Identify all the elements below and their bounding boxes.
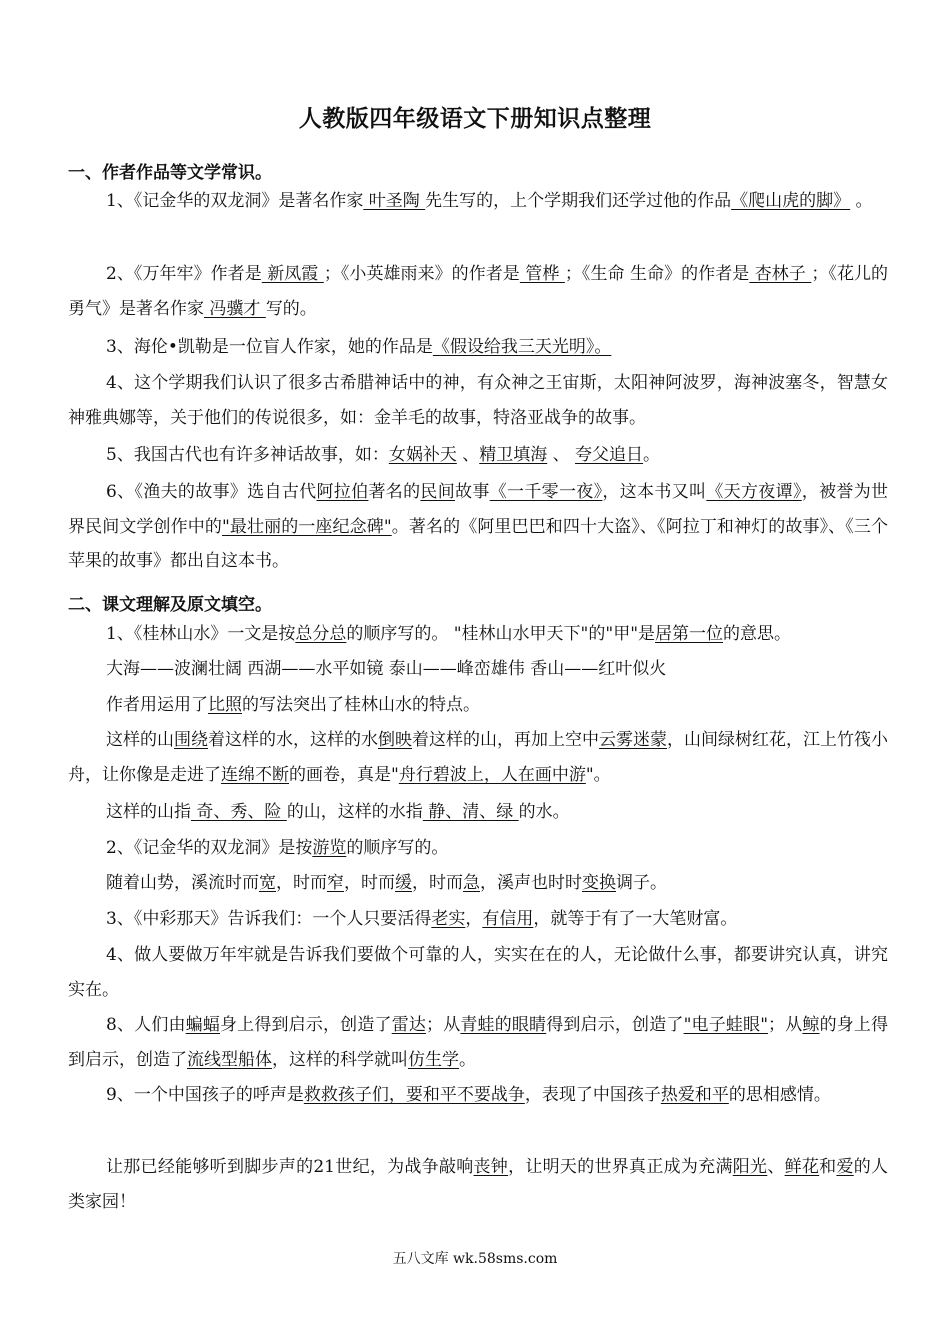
text-run: 着这样的水，这样的水 [208, 730, 378, 750]
answer-underlined: 叶圣陶 [363, 191, 426, 211]
section-heading-2: 二、课文理解及原文填空。 [68, 595, 272, 615]
text-run: ，时而 [276, 873, 327, 893]
paragraph [68, 688, 888, 723]
answer-underlined: 静、清、绿 [422, 802, 519, 822]
paragraph [68, 1150, 888, 1219]
text-run: 1、《记金华的双龙洞》是著名作家 [106, 191, 364, 211]
text-run: 这样的山指 [106, 802, 191, 822]
answer-underlined: 爱 [836, 1157, 854, 1177]
text-run: 和 [819, 1157, 837, 1177]
text-run: 这样的山 [106, 730, 174, 750]
answer-underlined: 缓 [395, 873, 412, 893]
paragraph [68, 938, 888, 1007]
paragraph [68, 652, 888, 687]
answer-underlined: 阳光 [732, 1157, 768, 1177]
answer-underlined: 《一千零一夜》 [489, 482, 603, 502]
answer-underlined: 阿拉伯 [316, 482, 369, 502]
answer-underlined: 《假设给我三天光明》。 [432, 337, 612, 357]
answer-underlined: 连绵不断 [221, 764, 289, 785]
text-run: ，被誉为世界民间文学创作中的 [68, 482, 889, 537]
text-run: 身上得到启示，创造了 [220, 1015, 392, 1035]
answer-underlined: 管桦 [519, 264, 565, 284]
text-run: 的顺序写的。 "桂林山水甲天下"的"甲"是 [346, 624, 656, 644]
answer-underlined: 《爬山虎的脚》 [731, 191, 851, 211]
text-run: 、 [456, 445, 480, 465]
text-run: 著名的 [368, 482, 421, 502]
text-run: 让那已经能够听到脚步声的21世纪，为战争敲响 [106, 1157, 474, 1177]
text-run: ，时而 [344, 873, 395, 893]
text-run: ；《小英雄雨来》的作者是 [323, 264, 520, 284]
text-run: 、 [547, 445, 576, 465]
text-run: 的思相感情。 [728, 1085, 831, 1105]
text-run: 3、海伦•凯勒是一位盲人作家，她的作品是 [106, 337, 433, 357]
paragraph [68, 831, 888, 866]
text-run: ， [465, 909, 483, 929]
text-run: ；从 [426, 1015, 461, 1035]
text-run: 故事 [455, 482, 490, 502]
text-run: 调子。 [616, 873, 667, 893]
text-run: 4、做人要做万年牢就是告诉我们要做个可靠的人，实实在在的人，无论做什么事，都要讲究认真，讲究实在。 [68, 945, 888, 1000]
text-run: 2、《万年牢》作者是 [106, 264, 262, 284]
text-run: 的山，这样的水指 [286, 802, 423, 822]
answer-underlined: 丧钟 [473, 1157, 509, 1177]
answer-underlined: 仿生学 [408, 1049, 459, 1070]
answer-underlined: 老实 [431, 909, 466, 929]
text-run: 写的。 [265, 298, 317, 319]
answer-underlined: 有信用 [482, 909, 534, 929]
text-run: 9、一个中国孩子的呼声是 [106, 1085, 304, 1105]
text-run: 4、这个学期我们认识了很多古希腊神话中的神，有众神之王宙斯，太阳神阿波罗，海神波塞冬，智慧女神雅典娜等，关于他们的传说很多，如：金羊毛的故事，特洛亚战争的故事。 [68, 373, 888, 428]
text-run: ，让明天的世界真正成为充满 [508, 1157, 733, 1177]
answer-underlined: 夸父追日 [575, 445, 644, 465]
text-run: 8、人们由 [106, 1015, 186, 1035]
text-run: ；《生命 生命》的作者是 [564, 264, 750, 284]
text-run: 。著名的《阿里巴巴和四十大盗》、《阿拉丁和神灯的故事》、《三个苹果的故事》都出自这本书。 [68, 516, 889, 571]
answer-underlined: 鲸 [802, 1015, 820, 1035]
answer-underlined: 鲜花 [784, 1157, 820, 1177]
text-run: ，就等于有了一大笔财富。 [533, 909, 738, 929]
text-run: 作者用运用了 [106, 695, 208, 715]
paragraph [68, 795, 888, 830]
text-run: 。 [459, 1049, 476, 1070]
answer-underlined: 雷达 [391, 1015, 427, 1035]
text-run: ，时而 [412, 873, 463, 893]
answer-underlined: "电子蛙眼" [683, 1015, 769, 1035]
text-run: 3、《中彩那天》告诉我们：一个人只要活得 [106, 909, 432, 929]
answer-underlined: 变换 [582, 873, 616, 893]
text-run: ；《花儿的勇气》是著名作家 [68, 264, 889, 319]
answer-underlined: 冯骥才 [204, 298, 266, 319]
text-run: ；从 [768, 1015, 803, 1035]
answer-underlined: 民间 [420, 482, 456, 502]
answer-underlined: 围绕 [174, 730, 208, 750]
paragraph [68, 902, 888, 937]
paragraph [68, 330, 888, 365]
text-run: 的人类家园！ [68, 1157, 889, 1212]
footer-watermark: 五八文库 wk.58sms.com [392, 1251, 558, 1267]
paragraph [68, 723, 888, 792]
text-run: 。 [850, 191, 873, 211]
text-run: "。 [585, 764, 611, 785]
text-run: 6、《渔夫的故事》选自古代 [106, 482, 317, 502]
answer-underlined: 云雾迷蒙 [599, 730, 667, 750]
answer-underlined: 女娲补天 [388, 445, 457, 465]
text-run: 的身上得到启示，创造了 [68, 1015, 889, 1070]
answer-underlined: 居第一位 [655, 624, 724, 644]
paragraph [68, 257, 888, 326]
paragraph [68, 184, 888, 219]
text-run: 随着山势，溪流时而 [106, 873, 259, 893]
answer-underlined: 舟行碧波上，人在画中游 [398, 764, 586, 785]
text-run: 大海——波澜壮阔 西湖——水平如镜 泰山——峰峦雄伟 香山——红叶似火 [106, 659, 667, 679]
paragraph [68, 866, 888, 901]
paragraph [68, 475, 888, 579]
text-run: ，表现了中国孩子 [524, 1085, 661, 1105]
answer-underlined: 新凤霞 [261, 264, 324, 284]
text-run: ，这本书又叫 [602, 482, 707, 502]
text-run: 得到启示，创造了 [546, 1015, 684, 1035]
answer-underlined: 宽 [259, 873, 276, 893]
text-run: 着这样的山，再加上空中 [412, 730, 599, 750]
answer-underlined: 窄 [327, 873, 344, 893]
text-run: 1、《桂林山水》一文是按 [106, 624, 296, 644]
answer-underlined: 倒映 [378, 730, 412, 750]
answer-underlined: 游览 [312, 838, 347, 858]
answer-underlined: 《天方夜谭》 [706, 482, 802, 502]
paragraph [68, 438, 888, 473]
text-run: 2、《记金华的双龙洞》是按 [106, 838, 313, 858]
text-run: 。 [643, 445, 661, 465]
paragraph [68, 617, 888, 652]
text-run: 的水。 [518, 802, 570, 822]
text-run: 的意思。 [723, 624, 792, 644]
answer-underlined: "最壮丽的一座纪念碑" [221, 516, 392, 537]
answer-underlined: 蝙蝠 [185, 1015, 220, 1035]
answer-underlined: 流线型船体 [187, 1049, 272, 1070]
document-title: 人教版四年级语文下册知识点整理 [298, 105, 652, 132]
answer-underlined: 总分总 [295, 624, 347, 644]
answer-underlined: 比照 [208, 695, 242, 715]
paragraph [68, 1078, 888, 1113]
answer-underlined: 青蛙的眼睛 [460, 1015, 547, 1035]
answer-underlined: 奇、秀、险 [191, 802, 287, 822]
paragraph [68, 366, 888, 435]
text-run: ，这样的科学就叫 [272, 1049, 408, 1070]
text-run: ，山间绿树红花，江上竹筏小舟，让你像是走进了 [68, 730, 888, 785]
section-heading-1: 一、作者作品等文学常识。 [68, 163, 272, 183]
answer-underlined: 热爱和平 [660, 1085, 729, 1105]
text-run: 的画卷，真是" [289, 764, 399, 785]
answer-underlined: 精卫填海 [479, 445, 548, 465]
answer-underlined: 急 [463, 873, 480, 893]
text-run: 的写法突出了桂林山水的特点。 [242, 695, 480, 715]
answer-underlined: 救救孩子们，要和平不要战争 [303, 1085, 525, 1105]
text-run: 的顺序写的。 [346, 838, 449, 858]
text-run: ，溪声也时时 [480, 873, 582, 893]
answer-underlined: 杏林子 [749, 264, 812, 284]
text-run: 、 [767, 1157, 785, 1177]
paragraph [68, 1008, 888, 1077]
text-run: 先生写的，上个学期我们还学过他的作品 [425, 191, 732, 211]
text-run: 5、我国古代也有许多神话故事，如： [106, 445, 389, 465]
